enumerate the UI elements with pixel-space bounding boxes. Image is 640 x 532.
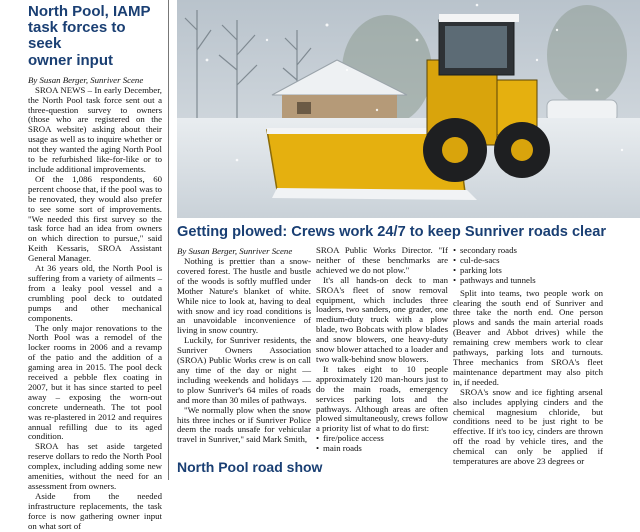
headline-line: owner input bbox=[28, 51, 113, 69]
list-item: • pathways and tunnels bbox=[453, 276, 603, 286]
column-divider bbox=[168, 0, 169, 480]
plow-column-2 bbox=[316, 246, 448, 457]
paragraph: SROA NEWS – In early December, the North Pool task force sent out a three-question survey to owners (those who are registered on the SROA website) asking about their usage as well as to inquire whether or not they wanted the aging North Pool to be refurbished like-for-like or to include additional improvements. bbox=[28, 84, 162, 174]
list-item: • secondary roads bbox=[453, 246, 603, 256]
priority-list bbox=[453, 246, 603, 286]
paragraph: Split into teams, two people work on clearing the south end of Sunriver and three take the north end. One person plows and sands the main arterial roads (Beaver and Abbot drives) while the remaining crew members work to clear pathways, parking lots and turnouts. Three mechanics from SROA's fleet maintenance department may also pitch in, if needed. bbox=[453, 287, 603, 387]
paragraph: It takes eight to 10 people approximately 120 man-hours just to do the main roads, emergency services parking lots and the pathways. Although areas are often plowed simultaneously, crews follow a priority list of what to do first: bbox=[316, 363, 448, 434]
headline-plow-article: Getting plowed: Crews work 24/7 to keep Sunriver roads clear bbox=[177, 224, 607, 240]
paragraph: The only major renovations to the North Pool was a remodel of the locker rooms in 2006 and a revamp of the patio and the addition of a gaming area in 2015. The pool deck received a pebble flex coating in 2007, but it has since started to peel away – exposing the worn-out concrete underneath. The tot pool was re-plastered in 2012 and requires annual refilling due to its aged condition. bbox=[28, 322, 162, 442]
list-item: • main roads bbox=[316, 444, 448, 454]
photo-snow-loader bbox=[177, 0, 640, 218]
paragraph: At 36 years old, the North Pool is suffering from a variety of ailments – from a leaky pool vessel and a crumbling pool deck to outdated pumps and other mechanical components. bbox=[28, 263, 162, 323]
list-item: • parking lots bbox=[453, 266, 603, 276]
paragraph: SROA has set aside targeted reserve dollars to redo the North Pool complex, including adding some new amenities, without the need for an assessment from owners. bbox=[28, 441, 162, 491]
priority-list bbox=[316, 434, 448, 454]
headline-line: task forces to seek bbox=[28, 19, 126, 53]
paragraph: Luckily, for Sunriver residents, the Sunriver Owners Association (SROA) Public Works crew is on call any time of the day or night — including weekends and holidays — to plow Sunriver's 64 miles of roads and more than 30 miles of pathways. bbox=[177, 335, 311, 405]
paragraph: SROA's snow and ice fighting arsenal also includes applying cinders and the chemical magnesium chloride, but conditions need to be just right to be effective. If it's too icy, cinders are thrown off the road by vehicle tires, and the chemical can only be applied if temperatures are above 23 degrees or bbox=[453, 386, 603, 467]
headline-north-pool bbox=[28, 4, 162, 69]
byline: By Susan Berger, Sunriver Scene bbox=[28, 74, 144, 85]
byline: By Susan Berger, Sunriver Scene bbox=[177, 246, 293, 256]
paragraph: SROA Public Works Director. "If neither of these benchmarks are achieved we do not plow." bbox=[316, 245, 448, 275]
list-item: • cul-de-sacs bbox=[453, 256, 603, 266]
paragraph: Of the 1,086 respondents, 60 percent choose that, if the pool was to be renovated, they would also prefer to see some sort of improvements. "We needed this first survey so the task force had an idea from owners on which direction to pursue," said Keith Kessaris, SROA Assistant General Manager. bbox=[28, 173, 162, 264]
loader-illustration bbox=[177, 0, 640, 218]
paragraph: It's all hands-on deck to man SROA's fleet of snow removal equipment, which includes three loaders, two sanders, one grader, one medium-duty truck with a plow blade, two Bobcats with plow blades and snow blowers, one heavy-duty snow blower attached to a loader and two walk-behind snow blowers. bbox=[316, 274, 448, 364]
list-item: • fire/police access bbox=[316, 434, 448, 444]
plow-column-3 bbox=[453, 246, 603, 467]
plow-column-1 bbox=[177, 246, 311, 445]
paragraph: Nothing is prettier than a snow-covered forest. The hustle and bustle of the woods is softly muffled under Mother Nature's blanket of white. While nice to look at, having to deal with snow and icy road conditions is an unavoidable inconvenience of living in snow country. bbox=[177, 256, 311, 336]
headline-road-show: North Pool road show bbox=[177, 459, 323, 475]
article-north-pool bbox=[28, 0, 162, 532]
headline-line: North Pool, IAMP bbox=[28, 3, 151, 20]
paragraph: Aside from the needed infrastructure replacements, the task force is now gathering owner input on what sort of bbox=[28, 490, 162, 531]
paragraph: "We normally plow when the snow hits three inches or if Sunriver Police deem the roads unsafe for vehicular travel in Sunriver," said Mark Smith, bbox=[177, 404, 311, 445]
